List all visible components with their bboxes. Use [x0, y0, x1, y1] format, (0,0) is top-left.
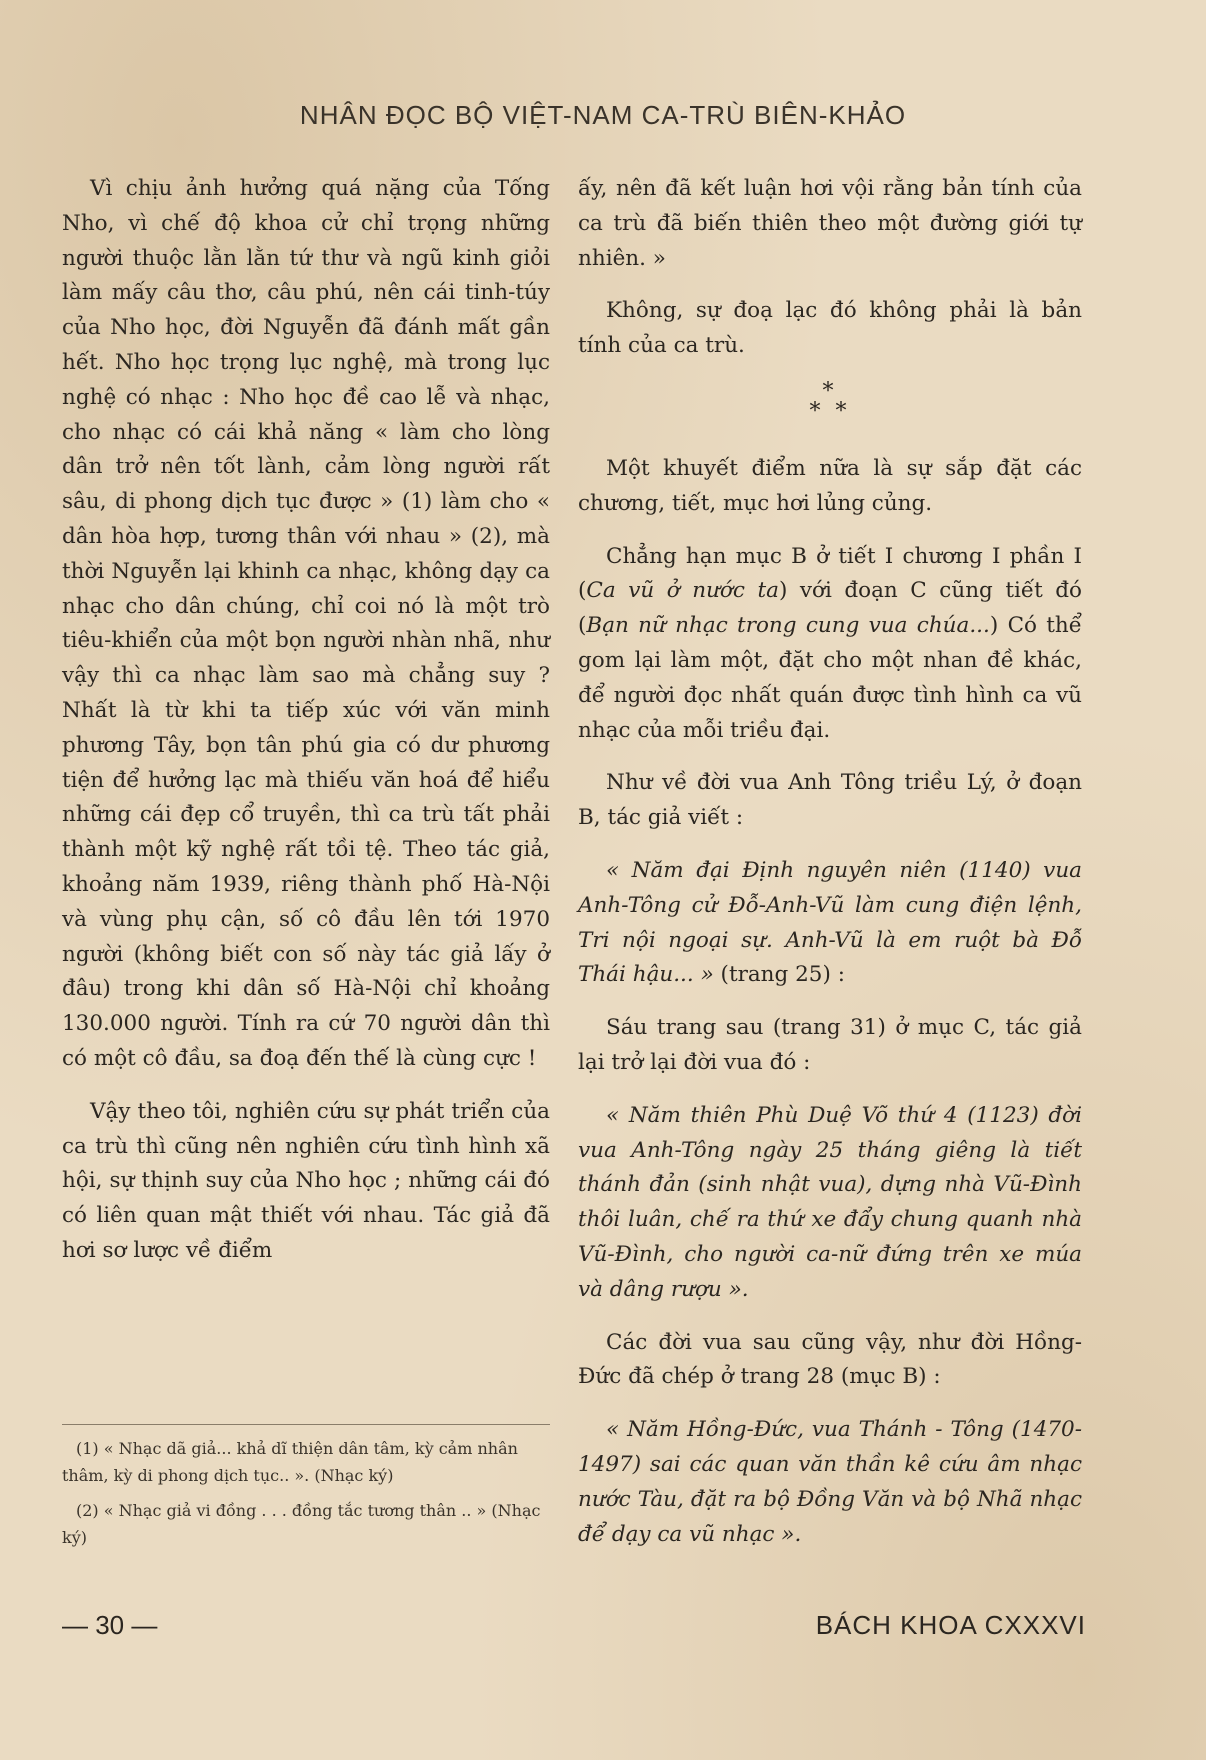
text-run: ) với đoạn C cũng tiết đó (	[578, 578, 1082, 639]
paragraph: Các đời vua sau cũng vậy, như đời Hồng-Đức đã chép ở trang 28 (mục B) :	[578, 1329, 1082, 1390]
text-run: Chẳng hạn mục B ở tiết I chương I phần I (	[578, 543, 1082, 604]
running-header: NHÂN ĐỌC BỘ VIỆT-NAM CA-TRÙ BIÊN-KHẢO	[299, 100, 907, 130]
right-column	[578, 172, 1082, 1570]
left-column	[62, 172, 550, 1287]
quotation: « Năm thiên Phù Duệ Võ thứ 4 (1123) đời vua Anh-Tông ngày 25 tháng giêng là tiết thánh đản (sinh nhật vua), dựng nhà Vũ-Đình thôi luân, chế ra thứ xe đẩy chung quanh nhà Vũ-Đình, cho người ca-nữ đứng trên xe múa và dâng rượu ».	[578, 1102, 1082, 1302]
paragraph: Không, sự đoạ lạc đó không phải là bản tính của ca trù.	[578, 298, 1082, 359]
quotation	[578, 854, 1082, 993]
footnotes	[62, 1424, 550, 1559]
page-number: — 30 —	[62, 1610, 158, 1640]
journal-title: BÁCH KHOA CXXXVI	[815, 1610, 1086, 1640]
quotation: « Năm Hồng-Đức, vua Thánh - Tông (1470-1497) sai các quan văn thần kê cứu âm nhạc nước Tàu, đặt ra bộ Đồng Văn và bộ Nhã nhạc để dạy ca vũ nhạc ».	[578, 1417, 1082, 1547]
asterisk-top: *	[822, 378, 838, 404]
paragraph: Vậy theo tôi, nghiên cứu sự phát triển của ca trù thì cũng nên nghiên cứu tình hình xã hội, sự thịnh suy của Nho học ; những cái đó có liên quan mật thiết với nhau. Tác giả đã hơi sơ lược về điểm	[62, 1098, 550, 1263]
paragraph: Vì chịu ảnh hưởng quá nặng của Tống Nho, vì chế độ khoa cử chỉ trọng những người thuộc lằn lằn tứ thư và ngũ kinh giỏi làm mấy câu thơ, câu phú, nên cái tinh-túy của Nho học, đời Nguyễn đã đánh mất gần hết. Nho học trọng lục nghệ, mà trong lục nghệ có nhạc : Nho học đề cao lễ và nhạc, cho nhạc có cái khả năng « làm cho lòng dân trở nên tốt lành, cảm lòng người rất sâu, di phong dịch tục được » (1) làm cho « dân hòa hợp, tương thân với nhau » (2), mà thời Nguyễn lại khinh ca nhạc, không dạy ca nhạc cho dân chúng, chỉ coi nó là một trò tiêu-khiển của một bọn người nhàn nhã, như vậy thì ca nhạc làm sao mà chẳng suy ? Nhất là từ khi ta tiếp xúc với văn minh phương Tây, bọn tân phú gia có dư phương tiện để hưởng lạc mà thiếu văn hoá để hiểu những cái đẹp cổ truyền, thì ca trù tất phải thành một kỹ nghệ rất tồi tệ. Theo tác giả, khoảng năm 1939, riêng thành phố Hà-Nội và vùng phụ cận, số cô đầu lên tới 1970 người (không biết con số này tác giả lấy ở đâu) trong khi dân số Hà-Nội chỉ khoảng 130.000 người. Tính ra cứ 70 người dân thì có một cô đầu, sa đoạ đến thế là cùng cực !	[62, 176, 550, 1071]
text-run: ) Có thể gom lại làm một, đặt cho một nhan đề khác, để người đọc nhất quán được tình hình ca vũ nhạc của mỗi triều đại.	[578, 613, 1082, 743]
quote-text: « Năm đại Định nguyên niên (1140) vua Anh-Tông cử Đỗ-Anh-Vũ làm cung điện lệnh, Tri nội ngoại sự. Anh-Vũ là em ruột bà Đỗ Thái hậu... »	[578, 857, 1082, 988]
italic-run: Ca vũ ở nước ta	[586, 578, 779, 604]
footnote: (2) « Nhạc giả vi đồng . . . đồng tắc tương thân .. » (Nhạc ký)	[62, 1501, 541, 1547]
italic-run: Bạn nữ nhạc trong cung vua chúa...	[586, 613, 990, 639]
quote-reference: (trang 25) :	[713, 962, 845, 988]
footnote: (1) « Nhạc dã giả... khả dĩ thiện dân tâm, kỳ cảm nhân thâm, kỳ di phong dịch tục.. ». (Nhạc ký)	[62, 1439, 518, 1485]
paragraph: Sáu trang sau (trang 31) ở mục C, tác giả lại trở lại đời vua đó :	[578, 1015, 1082, 1075]
paragraph: Một khuyết điểm nữa là sự sắp đặt các chương, tiết, mục hơi lủng củng.	[578, 455, 1082, 516]
paragraph: Như về đời vua Anh Tông triều Lý, ở đoạn B, tác giả viết :	[578, 770, 1082, 831]
paragraph: ấy, nên đã kết luận hơi vội rằng bản tính của ca trù đã biến thiên theo một đường giới tự nhiên. »	[578, 176, 1082, 271]
paragraph	[578, 540, 1082, 749]
asterisk-bottom: * *	[809, 398, 851, 424]
section-divider-asterisks	[578, 378, 1082, 424]
